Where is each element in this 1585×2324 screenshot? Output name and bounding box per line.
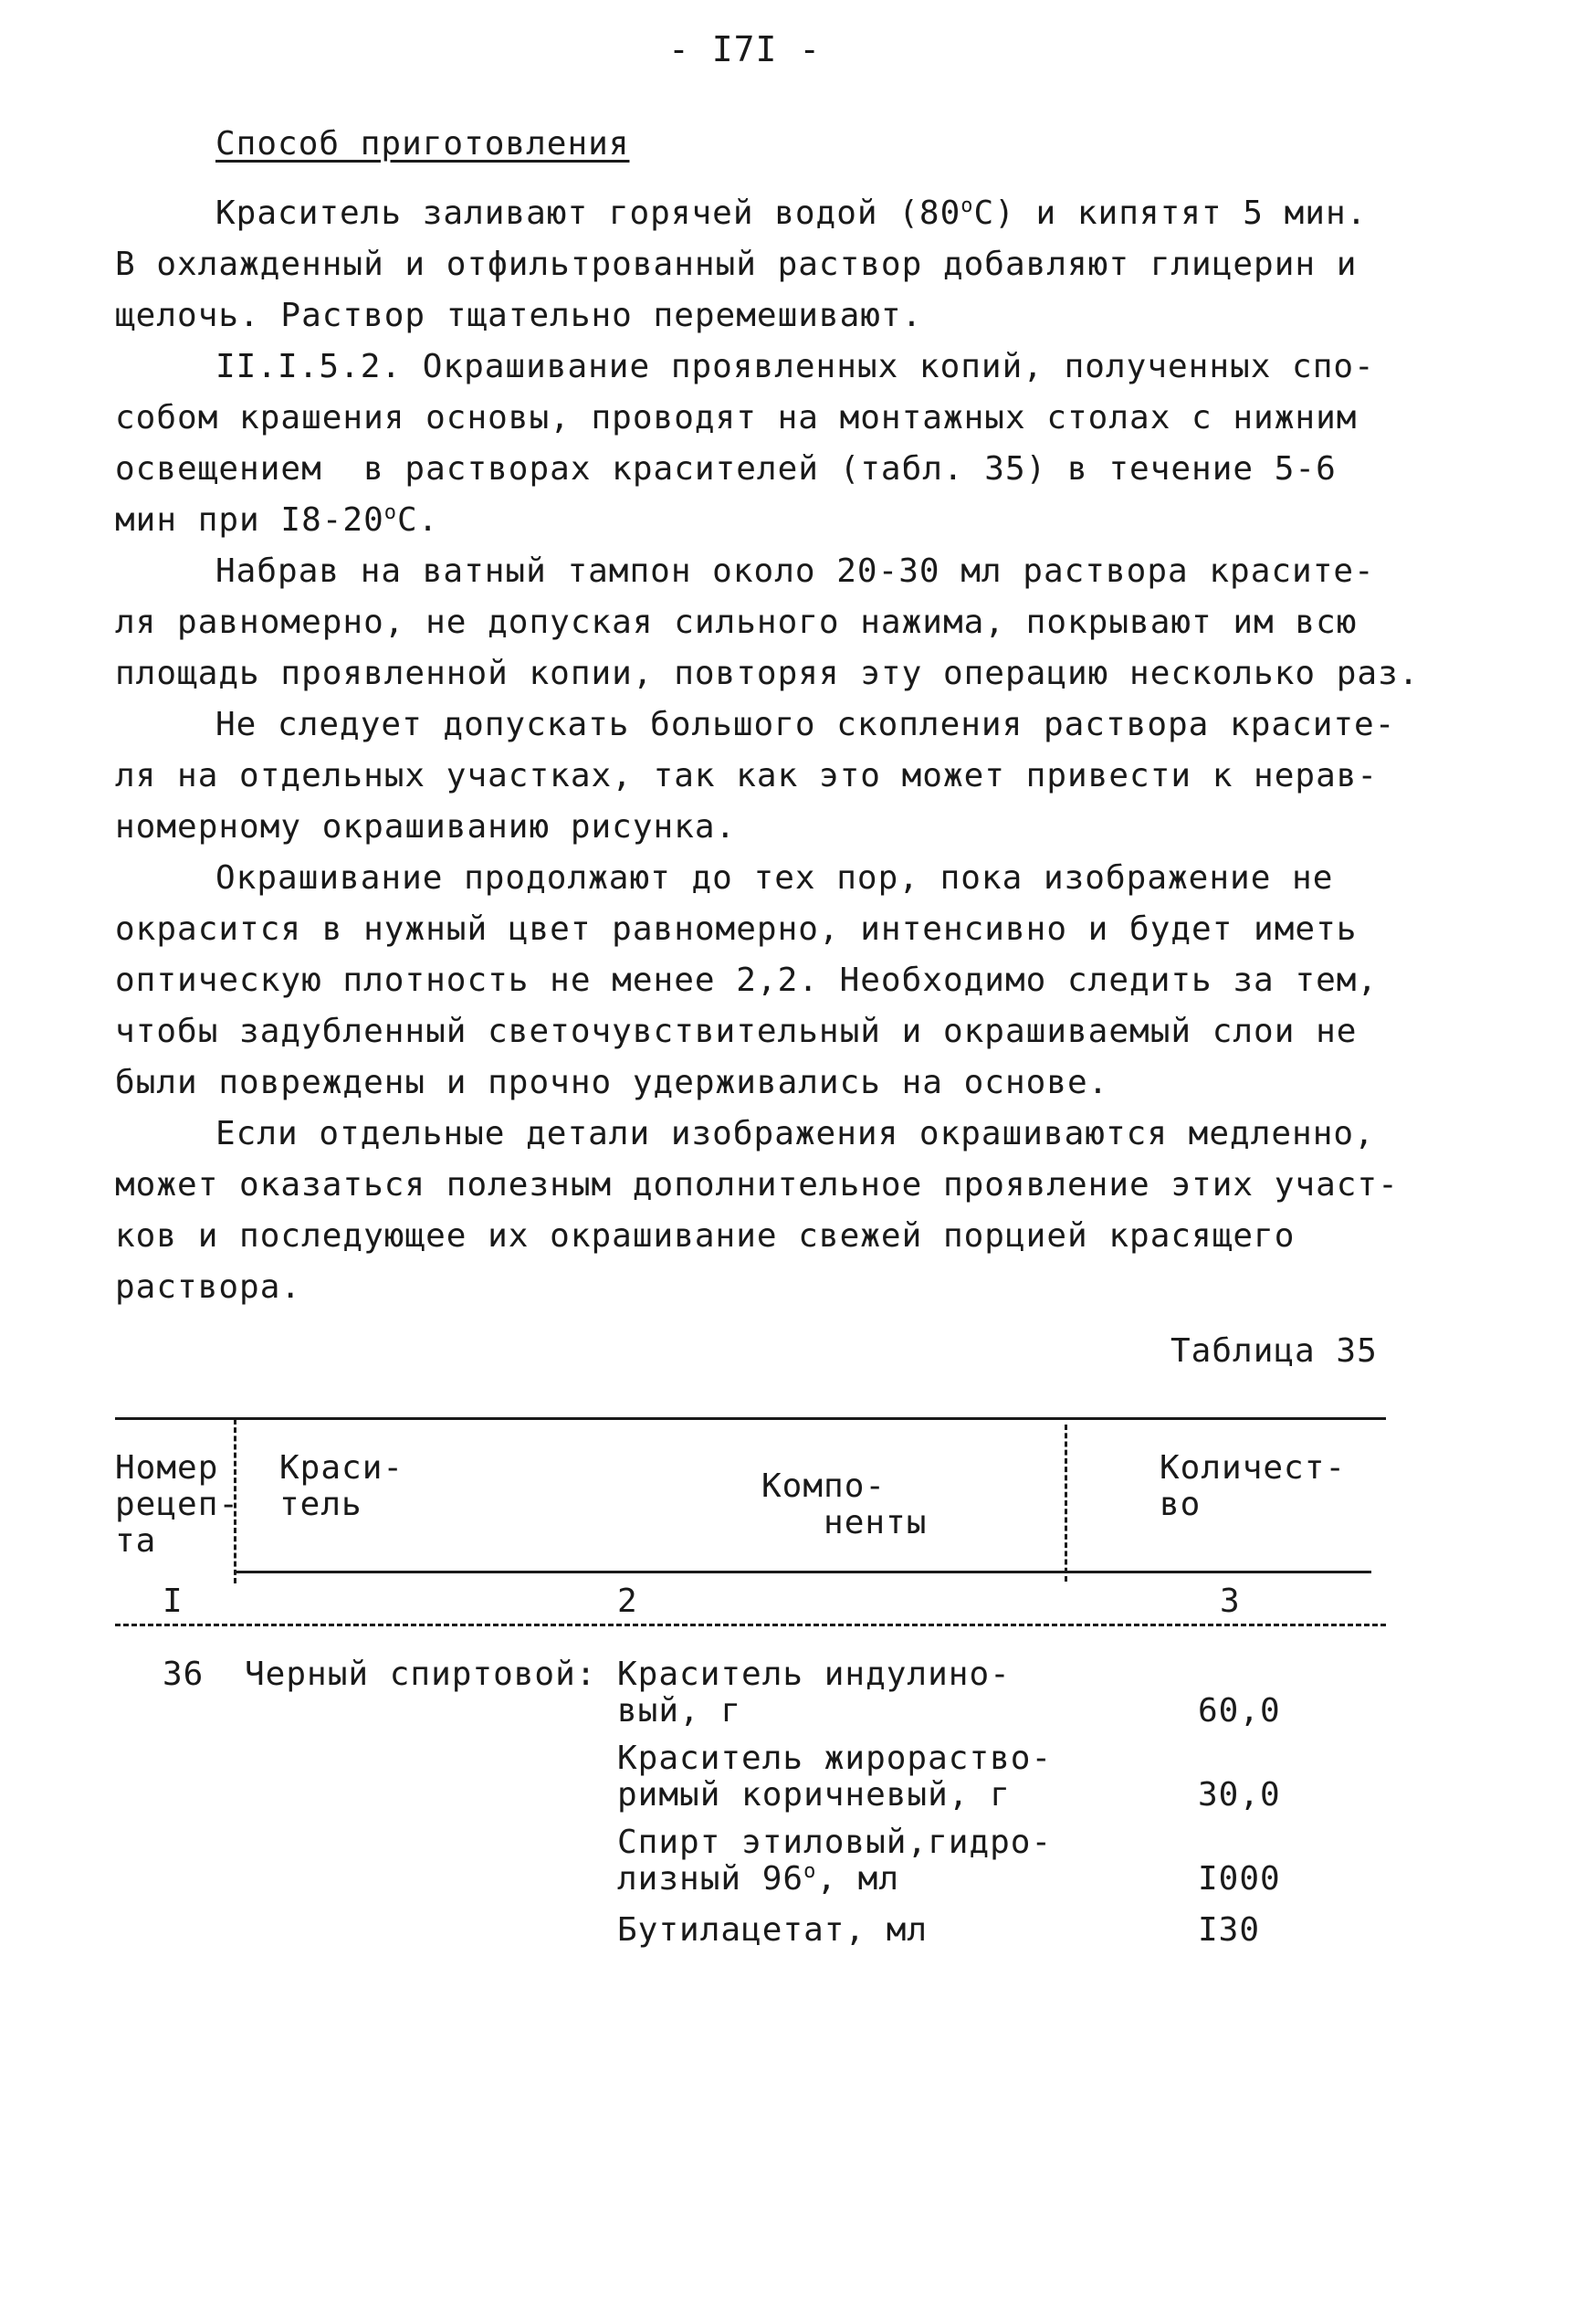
table-caption: Таблица 35 <box>1170 1332 1378 1370</box>
body-line: были повреждены и прочно удерживались на основе. <box>115 1064 1109 1101</box>
component-cell: Краситель индулино- вый, г <box>617 1656 1011 1730</box>
component-cell: Краситель жирораство- римый коричневый, г <box>617 1740 1053 1814</box>
body-line: мин при $I8-20^оС$. <box>115 501 439 539</box>
column-divider <box>1065 1425 1067 1582</box>
amount-cell: I000 <box>1198 1860 1281 1898</box>
body-line: щелочь. Раствор тщательно перемешивают. <box>115 297 923 334</box>
header-components: Компо- ненты <box>761 1467 928 1541</box>
body-line: II.I.5.2. Окрашивание проявленных копий, полученных спо- <box>215 348 1375 385</box>
body-line: окрасится в нужный цвет равномерно, интенсивно и будет иметь <box>115 910 1358 948</box>
column-number: I <box>163 1583 184 1620</box>
body-line: Окрашивание продолжают до тех пор, пока изображение не <box>215 859 1334 897</box>
column-number: 2 <box>617 1583 638 1620</box>
amount-cell: 60,0 <box>1198 1692 1281 1730</box>
body-line: оптическую плотность не менее 2,2. Необходимо следить за тем, <box>115 962 1379 999</box>
body-line: площадь проявленной копии, повторяя эту операцию несколько раз. <box>115 655 1420 692</box>
column-number: 3 <box>1220 1583 1241 1620</box>
body-line: номерному окрашиванию рисунка. <box>115 808 737 846</box>
component-cell: Бутилацетат, мл <box>617 1911 929 1949</box>
header-dye: Краси- тель <box>279 1449 404 1523</box>
body-line: чтобы задубленный светочувствительный и окрашиваемый слои не <box>115 1013 1358 1050</box>
header-recipe-number: Номер рецеп- та <box>115 1449 240 1560</box>
table-top-rule <box>115 1417 1386 1420</box>
body-line: Если отдельные детали изображения окрашиваются медленно, <box>215 1115 1375 1152</box>
header-amount: Количест- во <box>1160 1449 1347 1523</box>
amount-cell: I30 <box>1198 1911 1261 1949</box>
body-line: может оказаться полезным дополнительное проявление этих участ- <box>115 1166 1399 1204</box>
body-line: Краситель заливают горячей водой $(80^оС)$ и кипятят 5 мин. <box>215 195 1368 232</box>
body-line: ля равномерно, не допуская сильного нажима, покрывают им всю <box>115 604 1358 641</box>
page-number: - I7I - <box>668 29 822 69</box>
component-cell: Спирт этиловый,гидро- лизный $96^о$, мл <box>617 1824 1053 1898</box>
body-line: освещением в растворах красителей (табл. 35) в течение 5-6 <box>115 450 1337 488</box>
numbering-row-rule <box>115 1624 1386 1626</box>
body-line: ля на отдельных участках, так как это может привести к нерав- <box>115 757 1379 794</box>
body-line: Не следует допускать большого скопления раствора красите- <box>215 706 1396 743</box>
recipe-number: 36 <box>163 1656 205 1693</box>
body-line: собом крашения основы, проводят на монтажных столах с нижним <box>115 399 1358 436</box>
body-line: ков и последующее их окрашивание свежей порцией красящего <box>115 1217 1296 1255</box>
header-bottom-rule <box>234 1571 1371 1573</box>
dye-name: Черный спиртовой: <box>245 1656 597 1693</box>
amount-cell: 30,0 <box>1198 1776 1281 1814</box>
body-line: Набрав на ватный тампон около 20-30 мл раствора красите- <box>215 552 1375 590</box>
body-line: В охлажденный и отфильтрованный раствор добавляют глицерин и <box>115 246 1358 283</box>
body-line: раствора. <box>115 1268 302 1306</box>
section-heading: Способ приготовления <box>215 125 630 163</box>
